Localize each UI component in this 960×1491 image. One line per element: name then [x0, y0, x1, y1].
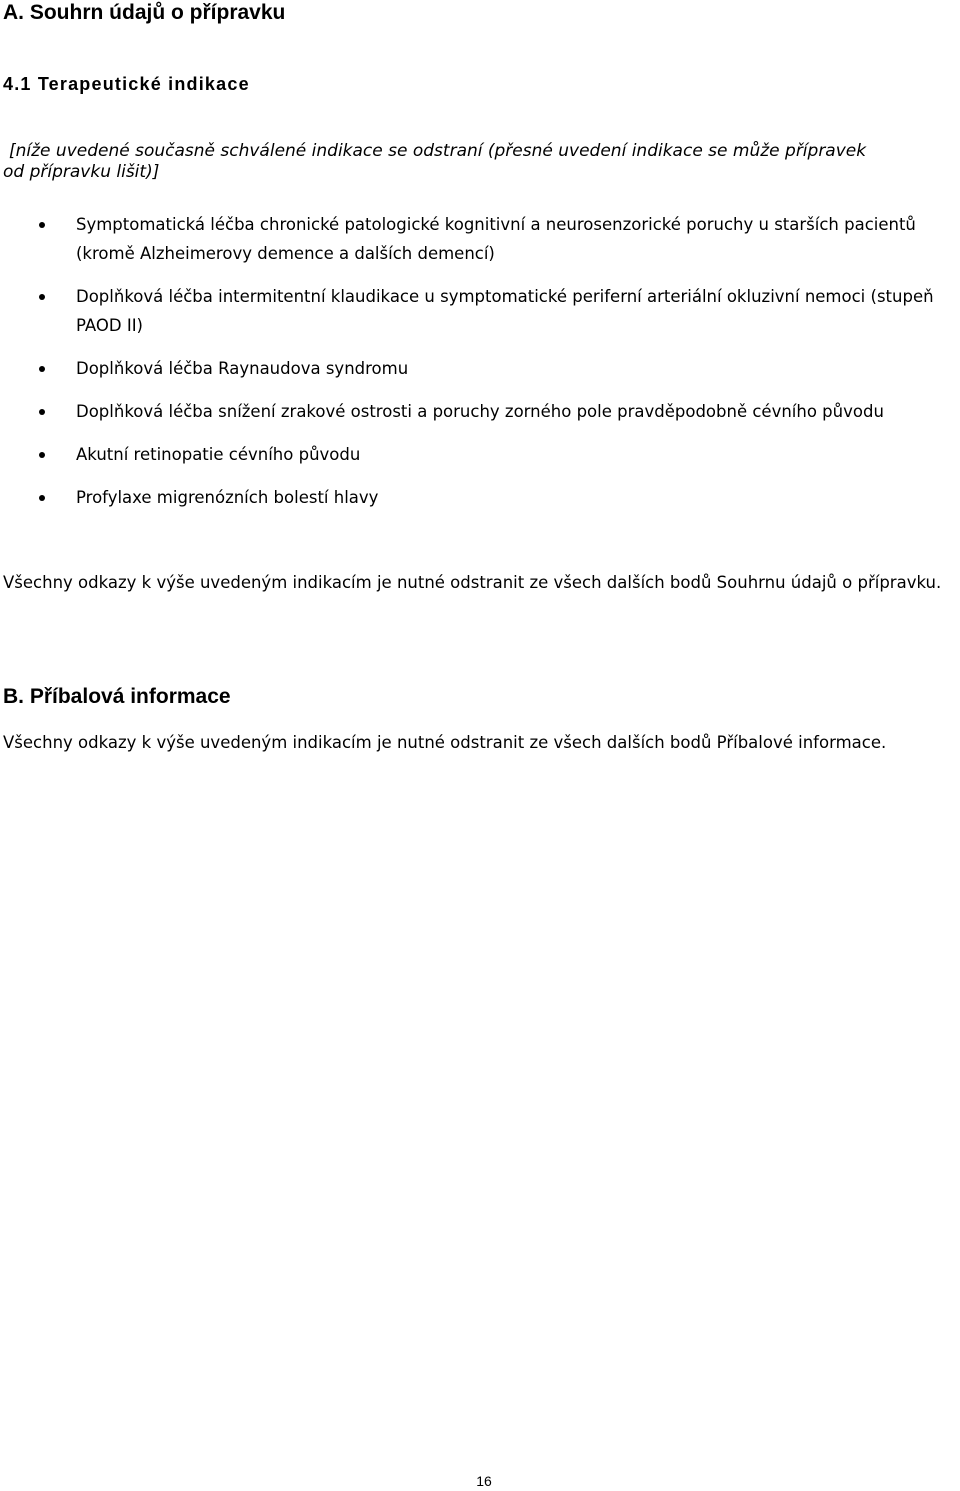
indication-text: Akutní retinopatie cévního původu — [76, 445, 361, 464]
indication-text: Profylaxe migrenózních bolestí hlavy — [76, 488, 379, 507]
section-a-closing-text: Všechny odkazy k výše uvedeným indikacím je nutné odstranit ze všech dalších bodů Souhrnu údajů o přípravku. — [3, 573, 942, 592]
section-4-1-title: 4.1 Terapeutické indikace — [3, 74, 250, 94]
editorial-note-line-2: od přípravku lišit)] — [3, 162, 160, 182]
list-item — [0, 210, 956, 268]
editorial-note-line-1: [níže uvedené současně schválené indikace se odstraní (přesné uvedení indikace se může přípravek — [9, 141, 867, 161]
section-b-text: Všechny odkazy k výše uvedeným indikacím je nutné odstranit ze všech dalších bodů Příbalové informace. — [3, 733, 887, 752]
page-number: 16 — [476, 1473, 492, 1489]
indication-text: Doplňková léčba snížení zrakové ostrosti a poruchy zorného pole pravděpodobně cévního původu — [76, 402, 884, 421]
indication-text: Symptomatická léčba chronické patologické kognitivní a neurosenzorické poruchy u starších pacientů (kromě Alzheimerovy demence a dalších demencí) — [76, 215, 916, 263]
bullet-icon — [39, 294, 45, 300]
indication-text: Doplňková léčba intermitentní klaudikace u symptomatické periferní arteriální okluzivní nemoci (stupeň PAOD II) — [76, 287, 934, 335]
bullet-icon — [39, 452, 45, 458]
list-item — [0, 354, 956, 383]
bullet-icon — [39, 222, 45, 228]
list-item — [0, 440, 956, 469]
section-a-title: A. Souhrn údajů o přípravku — [3, 1, 286, 24]
bullet-icon — [39, 495, 45, 501]
list-item — [0, 397, 956, 426]
list-item — [0, 282, 956, 340]
list-item — [0, 483, 956, 512]
indications-list — [0, 210, 960, 526]
indication-text: Doplňková léčba Raynaudova syndromu — [76, 359, 409, 378]
section-b-title: B. Příbalová informace — [3, 685, 231, 708]
bullet-icon — [39, 409, 45, 415]
editorial-note — [3, 141, 953, 183]
bullet-icon — [39, 366, 45, 372]
